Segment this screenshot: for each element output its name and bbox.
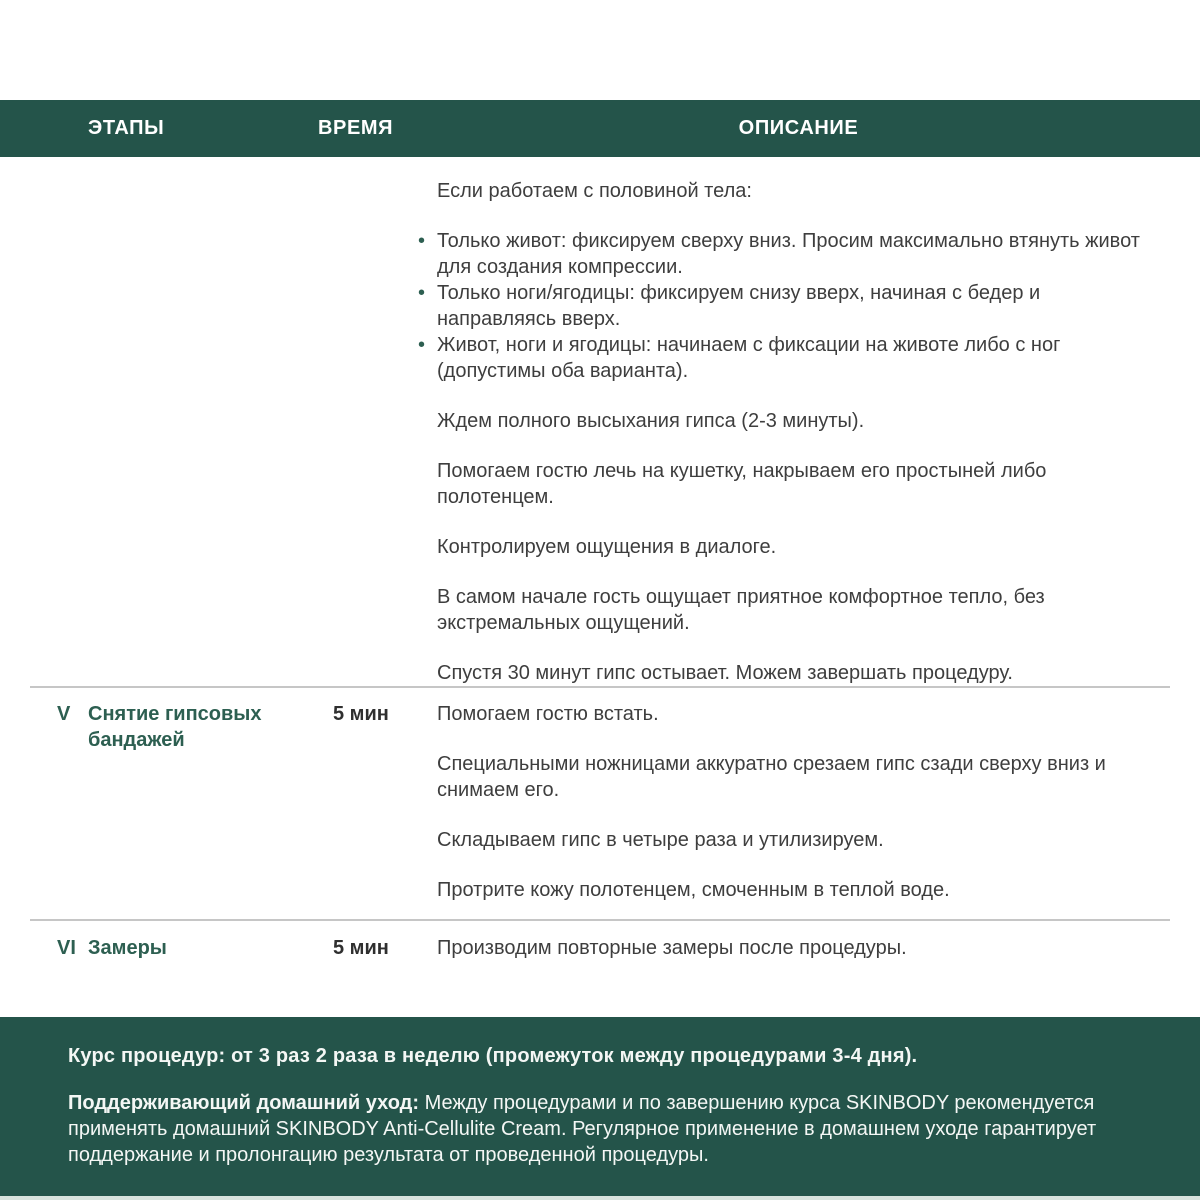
description-cell [437, 701, 1160, 903]
paragraph: Помогаем гостю лечь на кушетку, накрываем его простыней либо полотенцем. [437, 460, 1047, 508]
homecare-label: Поддерживающий домашний уход: [68, 1092, 420, 1114]
paragraph: Ждем полного высыхания гипса (2-3 минуты). [437, 410, 865, 432]
description-cell [437, 935, 1160, 961]
stage-time: 5 мин [333, 703, 389, 725]
paragraph: Помогаем гостю встать. [437, 703, 659, 725]
paragraph: Производим повторные замеры после процедуры. [437, 937, 907, 959]
description-cell [437, 178, 1160, 686]
footer-note-block [0, 1017, 1200, 1196]
course-frequency-note: Курс процедур: от 3 раз 2 раза в неделю (промежуток между процедурами 3-4 дня). [68, 1045, 918, 1067]
bottom-edge-strip [0, 1196, 1200, 1200]
table-body [0, 157, 1200, 1017]
paragraph: Если работаем с половиной тела: [437, 180, 752, 202]
paragraph: Специальными ножницами аккуратно срезаем гипс сзади сверху вниз и снимаем его. [437, 753, 1106, 801]
stage-numeral: V [57, 703, 71, 725]
bullet-list [437, 228, 1160, 384]
homecare-note [68, 1090, 1100, 1168]
stage-name: Снятие гипсовых бандажей [88, 703, 262, 751]
paragraph: В самом начале гость ощущает приятное комфортное тепло, без экстремальных ощущений. [437, 586, 1045, 634]
table-row-vi [0, 921, 1200, 961]
column-header-time: ВРЕМЯ [318, 117, 394, 139]
homecare-text: Между процедурами и по завершению курса SKINBODY рекомендуется применять домашний SKINBODY Anti-Cellulite Cream. Регулярное применение в домашнем уходе гарантирует поддержание и пролонгацию результата от проведенной процедуры. [68, 1092, 1097, 1166]
table-header-bar [0, 100, 1200, 157]
bullet-item: • Только ноги/ягодицы: фиксируем снизу вверх, начиная с бедер и направляясь вверх. [437, 280, 1160, 332]
paragraph: Контролируем ощущения в диалоге. [437, 536, 777, 558]
column-header-stages: ЭТАПЫ [88, 117, 165, 139]
paragraph: Протрите кожу полотенцем, смоченным в теплой воде. [437, 879, 950, 901]
stage-time: 5 мин [333, 937, 389, 959]
top-margin [0, 0, 1200, 100]
paragraph: Спустя 30 минут гипс остывает. Можем завершать процедуру. [437, 662, 1013, 684]
stage-numeral: VI [57, 937, 76, 959]
table-row-continuation [0, 178, 1200, 686]
table-row-v [0, 688, 1200, 919]
column-header-description: ОПИСАНИЕ [738, 117, 859, 139]
stage-name: Замеры [88, 937, 167, 959]
bullet-item: • Живот, ноги и ягодицы: начинаем с фиксации на животе либо с ног (допустимы оба варианта). [437, 332, 1160, 384]
bullet-item: • Только живот: фиксируем сверху вниз. Просим максимально втянуть живот для создания компрессии. [437, 228, 1160, 280]
paragraph: Складываем гипс в четыре раза и утилизируем. [437, 829, 884, 851]
